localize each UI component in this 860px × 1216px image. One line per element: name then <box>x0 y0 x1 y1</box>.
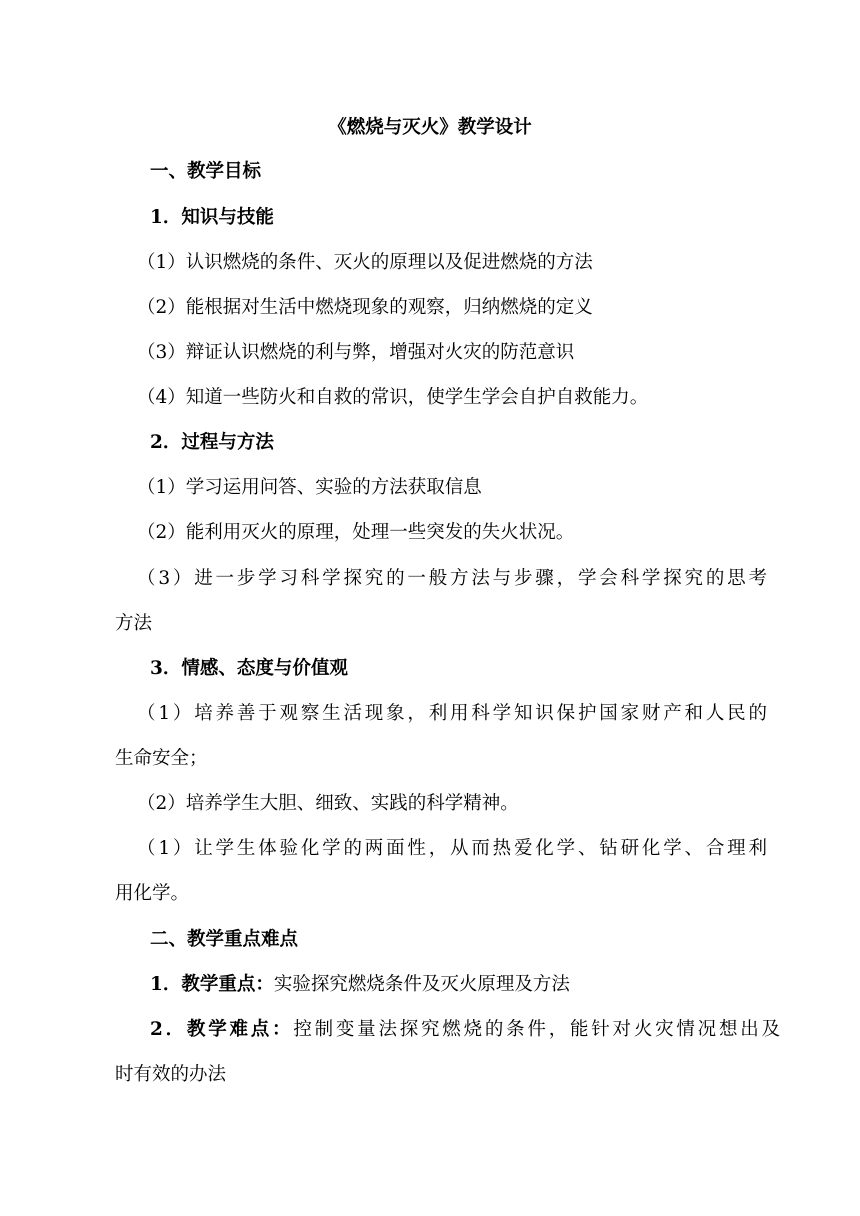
list-item-continuation: 用化学。 <box>115 883 190 904</box>
list-item: （1）让学生体验化学的两面性，从而热爱化学、钻研化学、合理利 <box>137 838 767 859</box>
difficult-point-text: 控制变量法探究燃烧的条件，能针对火灾情况想出及 <box>293 1019 780 1040</box>
difficult-point-label: 2．教学难点： <box>150 1019 294 1040</box>
list-item: （4）知道一些防火和自救的常识，使学生学会自护自救能力。 <box>137 387 649 408</box>
list-item: （1）培养善于观察生活现象，利用科学知识保护国家财产和人民的 <box>137 703 767 724</box>
subsection-heading-emotion-values: 3．情感、态度与价值观 <box>150 658 348 679</box>
subsection-heading-process-methods: 2．过程与方法 <box>150 432 274 453</box>
list-item-continuation: 方法 <box>115 613 153 634</box>
difficult-point-line <box>115 1018 780 1042</box>
section-heading-key-difficult-points: 二、教学重点难点 <box>150 929 299 950</box>
key-point-label: 1．教学重点： <box>150 974 274 995</box>
document-title: 《燃烧与灭火》教学设计 <box>328 117 532 138</box>
list-item: （2）培养学生大胆、细致、实践的科学精神。 <box>137 793 519 814</box>
key-point-line <box>115 973 780 997</box>
difficult-point-continuation: 时有效的办法 <box>115 1064 227 1085</box>
list-item: （1）认识燃烧的条件、灭火的原理以及促进燃烧的方法 <box>137 252 593 273</box>
key-point-text: 实验探究燃烧条件及灭火原理及方法 <box>273 974 570 995</box>
section-heading-teaching-objectives: 一、教学目标 <box>150 161 262 182</box>
list-item: （1）学习运用问答、实验的方法获取信息 <box>137 477 482 498</box>
list-item: （2）能利用灭火的原理，处理一些突发的失火状况。 <box>137 522 575 543</box>
subsection-heading-knowledge-skills: 1．知识与技能 <box>150 207 274 228</box>
list-item-continuation: 生命安全； <box>115 748 208 769</box>
list-item: （3）辩证认识燃烧的利与弊，增强对火灾的防范意识 <box>137 342 575 363</box>
list-item: （3）进一步学习科学探究的一般方法与步骤，学会科学探究的思考 <box>137 568 767 589</box>
list-item: （2）能根据对生活中燃烧现象的观察，归纳燃烧的定义 <box>137 297 593 318</box>
